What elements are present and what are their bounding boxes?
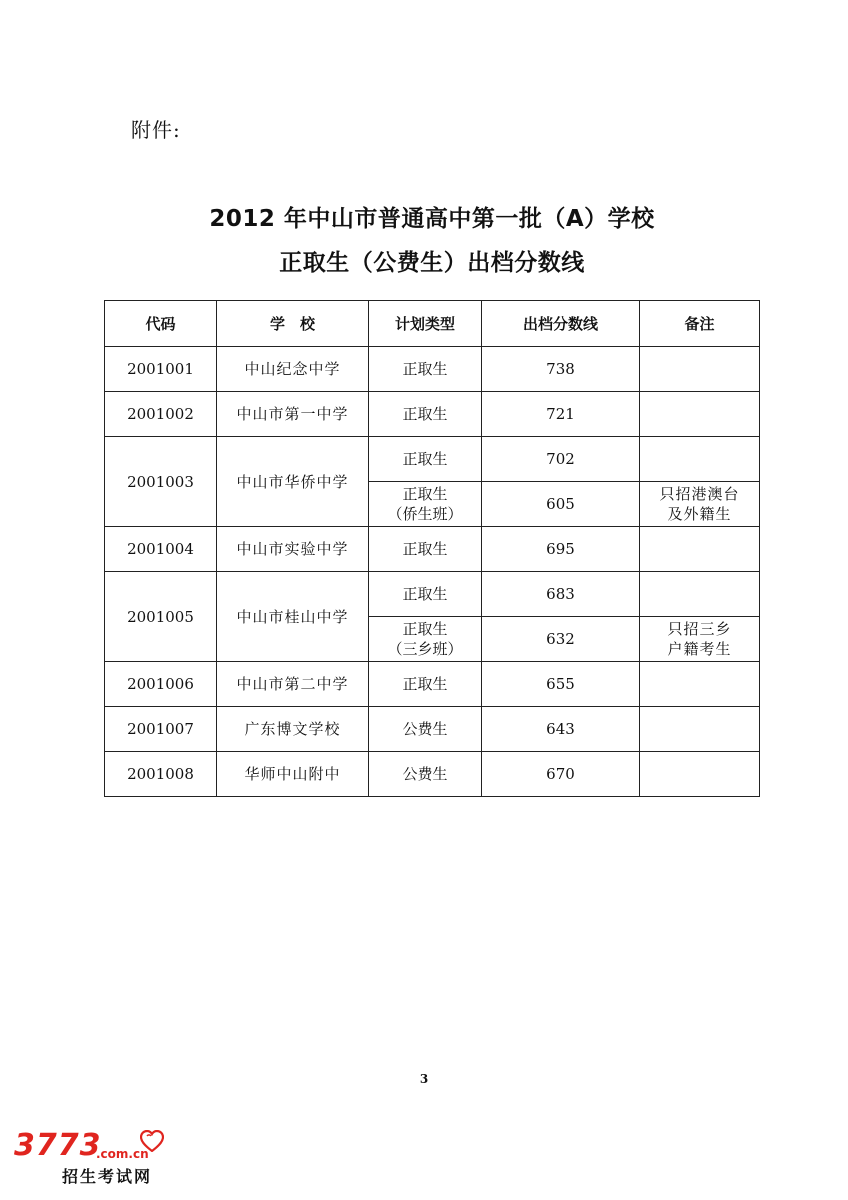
cell-school: 中山市第一中学 bbox=[217, 392, 369, 437]
table-row bbox=[105, 347, 760, 392]
note-line1: 只招三乡 bbox=[667, 620, 732, 638]
table-row bbox=[105, 392, 760, 437]
cell-plan-type-sub bbox=[369, 482, 482, 527]
note-line1: 只招港澳台 bbox=[659, 485, 740, 503]
cell-score: 643 bbox=[482, 707, 640, 752]
table-row bbox=[105, 527, 760, 572]
cell-school: 广东博文学校 bbox=[217, 707, 369, 752]
plan-type-line2: （侨生班） bbox=[387, 505, 463, 523]
cell-note bbox=[640, 392, 760, 437]
cell-note bbox=[640, 347, 760, 392]
watermark-brand: 3773 bbox=[14, 1128, 102, 1163]
cell-score-sub: 632 bbox=[482, 617, 640, 662]
table-row bbox=[105, 707, 760, 752]
table-row bbox=[105, 662, 760, 707]
table-row bbox=[105, 437, 760, 482]
cell-note bbox=[640, 752, 760, 797]
heart-icon bbox=[140, 1130, 164, 1152]
watermark-domain: .com.cn bbox=[96, 1147, 149, 1161]
cell-school: 中山市桂山中学 bbox=[217, 572, 369, 662]
document-title-line1: 2012 年中山市普通高中第一批（A）学校 bbox=[209, 206, 655, 232]
cell-plan-type: 正取生 bbox=[369, 437, 482, 482]
table-row bbox=[105, 752, 760, 797]
cell-school: 华师中山附中 bbox=[217, 752, 369, 797]
cell-code: 2001008 bbox=[105, 752, 217, 797]
cell-code: 2001005 bbox=[105, 572, 217, 662]
cell-plan-type: 正取生 bbox=[369, 662, 482, 707]
cell-score-sub: 605 bbox=[482, 482, 640, 527]
cell-school: 中山市华侨中学 bbox=[217, 437, 369, 527]
cell-code: 2001003 bbox=[105, 437, 217, 527]
page-number: 3 bbox=[419, 1072, 429, 1086]
plan-type-line1: 正取生 bbox=[402, 485, 448, 503]
cell-code: 2001002 bbox=[105, 392, 217, 437]
cell-note bbox=[640, 662, 760, 707]
cell-code: 2001006 bbox=[105, 662, 217, 707]
table-row bbox=[105, 572, 760, 617]
attachment-label: 附件: bbox=[131, 118, 181, 142]
cell-score: 670 bbox=[482, 752, 640, 797]
cell-note bbox=[640, 527, 760, 572]
plan-type-line2: （三乡班） bbox=[387, 640, 463, 658]
cell-score: 683 bbox=[482, 572, 640, 617]
plan-type-line1: 正取生 bbox=[402, 620, 448, 638]
header-school: 学 校 bbox=[217, 301, 369, 347]
cell-code: 2001004 bbox=[105, 527, 217, 572]
cell-code: 2001007 bbox=[105, 707, 217, 752]
cell-plan-type: 公费生 bbox=[369, 707, 482, 752]
header-plan-type: 计划类型 bbox=[369, 301, 482, 347]
cell-code: 2001001 bbox=[105, 347, 217, 392]
table-header-row bbox=[105, 301, 760, 347]
header-score: 出档分数线 bbox=[482, 301, 640, 347]
cell-score: 721 bbox=[482, 392, 640, 437]
header-note: 备注 bbox=[640, 301, 760, 347]
cell-note-sub bbox=[640, 617, 760, 662]
cell-school: 中山纪念中学 bbox=[217, 347, 369, 392]
note-line2: 及外籍生 bbox=[667, 505, 732, 523]
cell-plan-type: 公费生 bbox=[369, 752, 482, 797]
cell-note bbox=[640, 437, 760, 482]
cell-plan-type: 正取生 bbox=[369, 527, 482, 572]
cell-score: 702 bbox=[482, 437, 640, 482]
header-code: 代码 bbox=[105, 301, 217, 347]
cell-plan-type: 正取生 bbox=[369, 572, 482, 617]
watermark-tagline: 招生考试网 bbox=[62, 1167, 153, 1186]
cell-note bbox=[640, 707, 760, 752]
cell-school: 中山市第二中学 bbox=[217, 662, 369, 707]
cell-school: 中山市实验中学 bbox=[217, 527, 369, 572]
cell-note bbox=[640, 572, 760, 617]
cell-score: 695 bbox=[482, 527, 640, 572]
cell-score: 655 bbox=[482, 662, 640, 707]
cell-plan-type: 正取生 bbox=[369, 347, 482, 392]
document-title-line2: 正取生（公费生）出档分数线 bbox=[279, 250, 585, 276]
cell-score: 738 bbox=[482, 347, 640, 392]
cell-plan-type: 正取生 bbox=[369, 392, 482, 437]
cell-note-sub bbox=[640, 482, 760, 527]
watermark-logo bbox=[14, 1128, 164, 1188]
note-line2: 户籍考生 bbox=[667, 640, 732, 658]
cell-plan-type-sub bbox=[369, 617, 482, 662]
score-table bbox=[104, 300, 760, 797]
